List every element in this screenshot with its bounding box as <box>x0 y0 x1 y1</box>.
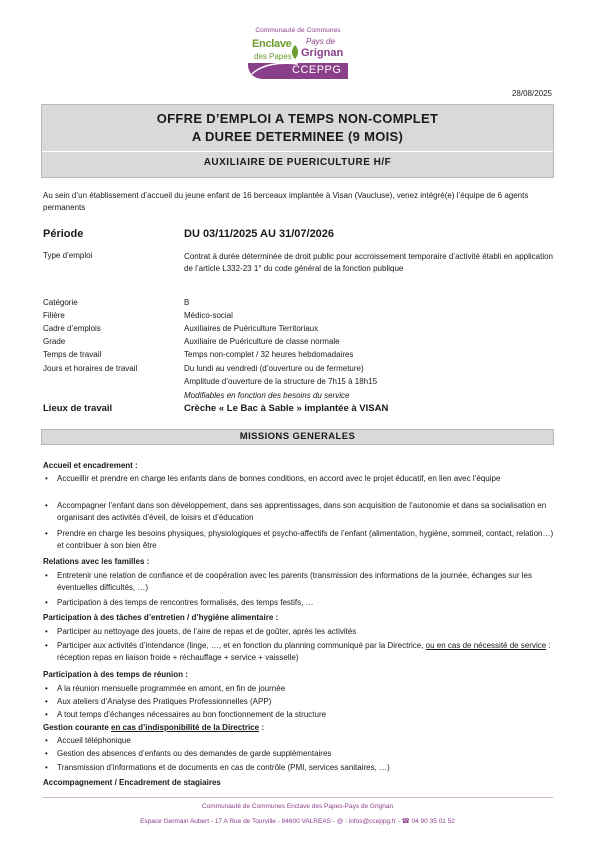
logo-pays-de: Pays de <box>306 37 335 46</box>
list-item <box>45 640 554 664</box>
cadre-value: Auxiliaires de Puériculture Territoriaux <box>184 324 319 333</box>
list-item <box>45 597 554 609</box>
gestion-title-colon: : <box>261 723 264 732</box>
bullet-icon: • <box>45 474 48 483</box>
logo-des-papes: des Papes <box>254 52 292 61</box>
logo-enclave: Enclave <box>252 38 292 50</box>
logo-ccepg: CCEPPG <box>292 64 342 76</box>
list-item <box>45 748 554 760</box>
stagiaires-title: Accompagnement / Encadrement de stagiaires <box>43 778 221 787</box>
periode-label: Période <box>43 228 84 240</box>
bullet-icon: • <box>45 598 48 607</box>
grade-value: Auxiliaire de Puériculture de classe normale <box>184 337 340 346</box>
document-date: 28/08/2025 <box>511 89 552 98</box>
bullet-icon: • <box>45 684 48 693</box>
logo-top-text: Communauté de Communes <box>255 27 341 34</box>
accueil-title: Accueil et encadrement : <box>43 461 138 470</box>
list-item <box>45 570 554 594</box>
list-item-text: Aux ateliers d’Analyse des Pratiques Professionnelles (APP) <box>57 697 272 706</box>
list-item <box>45 696 554 708</box>
logo <box>246 27 350 95</box>
bullet-icon: • <box>45 641 48 650</box>
title-box <box>41 104 554 178</box>
list-item-text: Participer au nettoyage des jouets, de l’aire de repas et de goûter, après les activités <box>57 627 357 636</box>
grade-label: Grade <box>43 337 66 346</box>
list-item-text: A la réunion mensuelle programmée en amont, en fin de journée <box>57 684 286 693</box>
bullet-icon: • <box>45 749 48 758</box>
jours-value1: Du lundi au vendredi (d’ouverture ou de fermeture) <box>184 364 364 373</box>
footer-contact: Espace Germain Aubert - 17 A Rue de Tourville - 84600 VALREAS - @ : infos@cceppg.fr - ☎ 04 90 35 01 52 <box>140 818 455 825</box>
missions-header: MISSIONS GENERALES <box>41 429 554 445</box>
filiere-label: Filière <box>43 311 65 320</box>
list-item <box>45 735 554 747</box>
bullet-icon: • <box>45 697 48 706</box>
leaf-icon <box>290 45 300 59</box>
list-item <box>45 709 554 721</box>
lieux-value: Crèche « Le Bac à Sable » implantée à VISAN <box>184 403 389 414</box>
list-item-text: Prendre en charge les besoins physiques, physiologiques et psycho-affectifs de l’enfant (alimentation, hygiène, sommeil, contact, relation…) et contribuer à son bien être <box>57 529 554 550</box>
cadre-label: Cadre d’emplois <box>43 324 101 333</box>
bullet-icon: • <box>45 529 48 538</box>
list-item-text: Participation à des temps de rencontres formalisés, des temps festifs, … <box>57 598 314 607</box>
jours-value2: Amplitude d’ouverture de la structure de 7h15 à 18h15 <box>184 377 378 386</box>
list-item-text: Accueillir et prendre en charge les enfants dans de bonnes conditions, en accord avec le projet éducatif, en lien avec l’équipe <box>57 474 501 483</box>
list-item-text: Transmission d’informations et de documents en cas de contrôle (PMI, services sanitaires, …) <box>57 763 390 772</box>
temps-value: Temps non-complet / 32 heures hebdomadaires <box>184 350 354 359</box>
gestion-title-text: Gestion courante <box>43 723 109 732</box>
list-item <box>45 683 554 695</box>
type-label: Type d’emploi <box>43 251 93 260</box>
footer-divider <box>43 797 553 798</box>
title-line1: OFFRE D’EMPLOI A TEMPS NON-COMPLET <box>156 111 439 126</box>
bullet-icon: • <box>45 736 48 745</box>
jours-value3: Modifiables en fonction des besoins du service <box>184 391 350 400</box>
bullet-icon: • <box>45 763 48 772</box>
list-item <box>45 500 554 524</box>
temps-label: Temps de travail <box>43 350 102 359</box>
footer-organization: Communauté de Communes Enclave des Papes-Pays de Grignan <box>201 803 394 810</box>
type-value: Contrat à durée déterminée de droit public pour accroissement temporaire d’activité établi en application de l’article L332-23 1° du code général de la fonction publique <box>184 252 553 273</box>
list-item-text: Entretenir une relation de confiance et de coopération avec les parents (transmission des informations de la journée, échanges sur les éventuelles difficultés, …) <box>57 571 532 592</box>
jours-label: Jours et horaires de travail <box>43 364 138 373</box>
logo-grignan: Grignan <box>301 47 344 59</box>
intro-paragraph: Au sein d’un établissement d’accueil du jeune enfant de 16 berceaux implantée à Visan (Vaucluse), venez intégré(e) l’équipe de 6 agents permanents <box>43 191 529 212</box>
title-line2: A DUREE DETERMINEE (9 MOIS) <box>191 129 404 144</box>
title-subtitle: AUXILIAIRE DE PUERICULTURE H/F <box>203 157 392 168</box>
list-item-text: : réception repas en liaison froide + réchauffage + service + vaisselle) <box>57 641 551 662</box>
list-item-underlined: ou en cas de nécessité de service <box>425 641 547 650</box>
list-item-text: Participer aux activités d’intendance (linge, …, et en fonction du planning communiqué par la Directrice, <box>57 641 424 650</box>
list-item <box>45 762 554 774</box>
list-item <box>45 626 554 638</box>
categorie-value: B <box>184 298 190 307</box>
list-item-text: Gestion des absences d’enfants ou des demandes de garde supplémentaires <box>57 749 332 758</box>
title-divider <box>42 151 553 152</box>
filiere-value: Médico-social <box>184 311 233 320</box>
list-item <box>45 528 554 552</box>
gestion-title <box>43 722 555 734</box>
entretien-title: Participation à des tâches d’entretien / d’hygiène alimentaire : <box>43 613 279 622</box>
periode-value: DU 03/11/2025 AU 31/07/2026 <box>184 228 335 240</box>
bullet-icon: • <box>45 501 48 510</box>
bullet-icon: • <box>45 627 48 636</box>
list-item-text: Accompagner l’enfant dans son développement, dans ses apprentissages, dans son acquisition de l’autonomie et dans sa socialisation en organisant des activités d’éveil, de loisirs et d’éducation <box>57 501 547 522</box>
list-item-text: A tout temps d’échanges nécessaires au bon fonctionnement de la structure <box>57 710 327 719</box>
gestion-title-underlined: en cas d’indisponibilité de la Directrice <box>111 723 260 732</box>
list-item <box>45 473 554 485</box>
reunion-title: Participation à des temps de réunion : <box>43 670 188 679</box>
bullet-icon: • <box>45 571 48 580</box>
list-item-text: Accueil téléphonique <box>57 736 131 745</box>
lieux-label: Lieux de travail <box>43 403 113 414</box>
bullet-icon: • <box>45 710 48 719</box>
relations-title: Relations avec les familles : <box>43 557 150 566</box>
categorie-label: Catégorie <box>43 298 78 307</box>
